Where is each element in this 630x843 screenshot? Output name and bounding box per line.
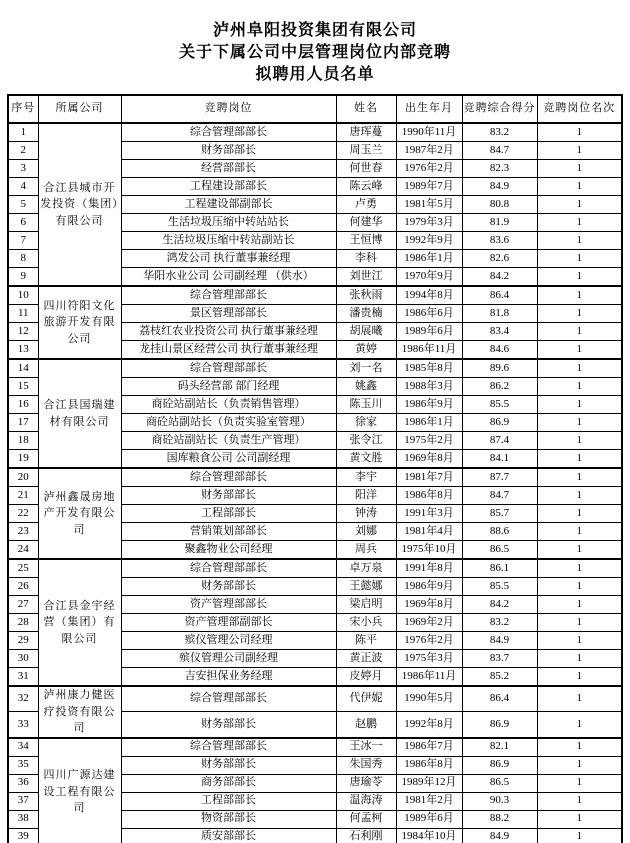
cell-person-name: 潘贵楠	[336, 305, 396, 323]
cell-position-rank: 1	[537, 396, 622, 414]
cell-position-rank: 1	[537, 359, 622, 378]
cell-birth-date: 1986年8月	[396, 756, 462, 774]
cell-position-title: 工程建设部部长	[121, 178, 336, 196]
cell-person-name: 刘一名	[336, 359, 396, 378]
cell-position-title: 综合管理部部长	[121, 468, 336, 487]
cell-composite-score: 86.2	[462, 378, 537, 396]
cell-row-number: 16	[8, 396, 38, 414]
cell-birth-date: 1986年7月	[396, 738, 462, 757]
cell-row-number: 32	[8, 686, 38, 712]
column-header-5: 竞聘综合得分	[462, 95, 537, 123]
cell-person-name: 何建华	[336, 214, 396, 232]
cell-row-number: 31	[8, 668, 38, 687]
cell-person-name: 唐珲蔓	[336, 123, 396, 142]
column-header-6: 竞聘岗位名次	[537, 95, 622, 123]
cell-row-number: 33	[8, 712, 38, 738]
cell-row-number: 1	[8, 123, 38, 142]
cell-birth-date: 1969年2月	[396, 614, 462, 632]
cell-position-rank: 1	[537, 487, 622, 505]
cell-person-name: 胡展曦	[336, 323, 396, 341]
cell-position-rank: 1	[537, 756, 622, 774]
column-header-3: 姓名	[336, 95, 396, 123]
cell-position-title: 龙挂山景区经营公司 执行董事兼经理	[121, 341, 336, 360]
table-row	[8, 738, 622, 757]
cell-position-rank: 1	[537, 686, 622, 712]
cell-birth-date: 1989年6月	[396, 323, 462, 341]
cell-position-title: 财务部部长	[121, 756, 336, 774]
cell-row-number: 20	[8, 468, 38, 487]
cell-position-title: 鸿发公司 执行董事兼经理	[121, 250, 336, 268]
cell-position-title: 殡仪管理公司副经理	[121, 650, 336, 668]
cell-position-rank: 1	[537, 305, 622, 323]
cell-person-name: 李科	[336, 250, 396, 268]
cell-person-name: 朱国秀	[336, 756, 396, 774]
cell-person-name: 陈平	[336, 632, 396, 650]
cell-birth-date: 1986年9月	[396, 396, 462, 414]
title-line-1: 泸州阜阳投资集团有限公司	[212, 22, 417, 39]
table-row	[8, 359, 622, 378]
cell-position-rank: 1	[537, 123, 622, 142]
cell-position-title: 经营部部长	[121, 160, 336, 178]
cell-position-title: 景区管理部部长	[121, 305, 336, 323]
cell-person-name: 姚鑫	[336, 378, 396, 396]
cell-person-name: 宋小兵	[336, 614, 396, 632]
cell-company-name: 合江县国瑞建材有限公司	[38, 359, 121, 468]
cell-person-name: 徐家	[336, 414, 396, 432]
cell-position-title: 综合管理部部长	[121, 286, 336, 305]
cell-composite-score: 86.5	[462, 774, 537, 792]
cell-composite-score: 84.9	[462, 828, 537, 843]
cell-position-rank: 1	[537, 668, 622, 687]
cell-person-name: 周兵	[336, 541, 396, 560]
cell-birth-date: 1994年8月	[396, 286, 462, 305]
cell-row-number: 2	[8, 142, 38, 160]
cell-composite-score: 85.2	[462, 668, 537, 687]
cell-row-number: 30	[8, 650, 38, 668]
cell-position-title: 工程部部长	[121, 505, 336, 523]
cell-row-number: 26	[8, 578, 38, 596]
cell-position-title: 码头经营部 部门经理	[121, 378, 336, 396]
cell-position-title: 吉安担保业务经理	[121, 668, 336, 687]
cell-birth-date: 1986年11月	[396, 668, 462, 687]
cell-position-rank: 1	[537, 160, 622, 178]
cell-person-name: 周玉兰	[336, 142, 396, 160]
column-header-2: 竞聘岗位	[121, 95, 336, 123]
cell-position-rank: 1	[537, 523, 622, 541]
cell-composite-score: 86.5	[462, 541, 537, 560]
cell-position-rank: 1	[537, 414, 622, 432]
cell-person-name: 王冰一	[336, 738, 396, 757]
cell-person-name: 黄正波	[336, 650, 396, 668]
cell-person-name: 卢勇	[336, 196, 396, 214]
cell-birth-date: 1975年10月	[396, 541, 462, 560]
cell-birth-date: 1975年2月	[396, 432, 462, 450]
cell-row-number: 29	[8, 632, 38, 650]
cell-birth-date: 1986年1月	[396, 414, 462, 432]
cell-position-title: 商砼站副站长（负责销售管理）	[121, 396, 336, 414]
cell-row-number: 17	[8, 414, 38, 432]
cell-composite-score: 86.4	[462, 686, 537, 712]
cell-position-title: 殡仪管理公司经理	[121, 632, 336, 650]
cell-birth-date: 1990年5月	[396, 686, 462, 712]
cell-row-number: 3	[8, 160, 38, 178]
cell-birth-date: 1981年5月	[396, 196, 462, 214]
cell-birth-date: 1989年12月	[396, 774, 462, 792]
cell-composite-score: 84.7	[462, 487, 537, 505]
cell-person-name: 陈玉川	[336, 396, 396, 414]
cell-company-name: 合江县城市开发投资（集团）有限公司	[38, 123, 121, 286]
cell-birth-date: 1990年11月	[396, 123, 462, 142]
cell-position-rank: 1	[537, 468, 622, 487]
cell-birth-date: 1986年9月	[396, 578, 462, 596]
cell-position-rank: 1	[537, 323, 622, 341]
cell-birth-date: 1981年7月	[396, 468, 462, 487]
cell-position-rank: 1	[537, 541, 622, 560]
cell-composite-score: 85.5	[462, 396, 537, 414]
cell-position-title: 综合管理部部长	[121, 123, 336, 142]
cell-company-name: 合江县金宇经营（集团）有限公司	[38, 559, 121, 686]
cell-row-number: 21	[8, 487, 38, 505]
cell-position-title: 生活垃圾压缩中转站站长	[121, 214, 336, 232]
cell-person-name: 赵鹏	[336, 712, 396, 738]
cell-birth-date: 1979年3月	[396, 214, 462, 232]
cell-position-rank: 1	[537, 378, 622, 396]
cell-birth-date: 1969年8月	[396, 450, 462, 469]
cell-birth-date: 1981年4月	[396, 523, 462, 541]
cell-position-rank: 1	[537, 250, 622, 268]
cell-position-rank: 1	[537, 214, 622, 232]
cell-position-title: 综合管理部部长	[121, 559, 336, 578]
cell-row-number: 38	[8, 810, 38, 828]
column-header-4: 出生年月	[396, 95, 462, 123]
cell-composite-score: 84.1	[462, 450, 537, 469]
cell-composite-score: 82.3	[462, 160, 537, 178]
cell-composite-score: 84.2	[462, 268, 537, 287]
cell-composite-score: 88.6	[462, 523, 537, 541]
cell-row-number: 15	[8, 378, 38, 396]
cell-birth-date: 1989年7月	[396, 178, 462, 196]
cell-person-name: 陈云峰	[336, 178, 396, 196]
cell-row-number: 23	[8, 523, 38, 541]
cell-position-title: 生活垃圾压缩中转站副站长	[121, 232, 336, 250]
table-row	[8, 559, 622, 578]
cell-position-rank: 1	[537, 810, 622, 828]
cell-birth-date: 1991年8月	[396, 559, 462, 578]
cell-birth-date: 1989年6月	[396, 810, 462, 828]
cell-birth-date: 1976年2月	[396, 632, 462, 650]
cell-position-rank: 1	[537, 142, 622, 160]
cell-birth-date: 1976年2月	[396, 160, 462, 178]
cell-position-rank: 1	[537, 792, 622, 810]
cell-company-name: 泸州鑫晟房地产开发有限公司	[38, 468, 121, 559]
cell-position-title: 营销策划部部长	[121, 523, 336, 541]
title-line-3: 拟聘用人员名单	[255, 66, 375, 83]
cell-position-title: 资产管理部副部长	[121, 614, 336, 632]
cell-position-title: 财务部部长	[121, 578, 336, 596]
cell-row-number: 4	[8, 178, 38, 196]
cell-composite-score: 86.4	[462, 286, 537, 305]
title-line-2: 关于下属公司中层管理岗位内部竞聘	[178, 44, 451, 61]
cell-row-number: 10	[8, 286, 38, 305]
cell-composite-score: 81.8	[462, 305, 537, 323]
cell-composite-score: 84.7	[462, 142, 537, 160]
cell-person-name: 张令江	[336, 432, 396, 450]
cell-row-number: 25	[8, 559, 38, 578]
cell-composite-score: 84.9	[462, 632, 537, 650]
cell-row-number: 36	[8, 774, 38, 792]
cell-row-number: 8	[8, 250, 38, 268]
cell-row-number: 18	[8, 432, 38, 450]
cell-composite-score: 84.2	[462, 596, 537, 614]
cell-person-name: 黄婷	[336, 341, 396, 360]
cell-position-title: 资产管理部部长	[121, 596, 336, 614]
cell-position-rank: 1	[537, 578, 622, 596]
cell-row-number: 37	[8, 792, 38, 810]
cell-position-title: 物资部部长	[121, 810, 336, 828]
cell-birth-date: 1988年3月	[396, 378, 462, 396]
cell-position-rank: 1	[537, 178, 622, 196]
cell-composite-score: 89.6	[462, 359, 537, 378]
cell-birth-date: 1987年2月	[396, 142, 462, 160]
cell-position-title: 工程部部长	[121, 792, 336, 810]
cell-company-name: 四川符阳文化旅游开发有限公司	[38, 286, 121, 359]
cell-person-name: 刘娜	[336, 523, 396, 541]
cell-position-rank: 1	[537, 614, 622, 632]
cell-composite-score: 86.9	[462, 712, 537, 738]
cell-position-rank: 1	[537, 559, 622, 578]
cell-row-number: 39	[8, 828, 38, 843]
cell-person-name: 唐瑜苓	[336, 774, 396, 792]
table-row	[8, 123, 622, 142]
cell-position-title: 商务部部长	[121, 774, 336, 792]
cell-row-number: 35	[8, 756, 38, 774]
table-body	[8, 123, 622, 843]
cell-position-title: 国库粮食公司 公司副经理	[121, 450, 336, 469]
cell-company-name: 泸州康力健医疗投资有限公司	[38, 686, 121, 738]
cell-composite-score: 86.1	[462, 559, 537, 578]
cell-position-title: 财务部部长	[121, 142, 336, 160]
table-row	[8, 686, 622, 712]
column-header-0: 序号	[8, 95, 38, 123]
cell-person-name: 何孟柯	[336, 810, 396, 828]
cell-composite-score: 86.9	[462, 756, 537, 774]
cell-composite-score: 85.5	[462, 578, 537, 596]
cell-composite-score: 80.8	[462, 196, 537, 214]
cell-composite-score: 87.4	[462, 432, 537, 450]
cell-row-number: 27	[8, 596, 38, 614]
cell-row-number: 13	[8, 341, 38, 360]
cell-person-name: 李宇	[336, 468, 396, 487]
cell-person-name: 王懿娜	[336, 578, 396, 596]
cell-birth-date: 1984年10月	[396, 828, 462, 843]
cell-birth-date: 1970年9月	[396, 268, 462, 287]
cell-composite-score: 84.9	[462, 178, 537, 196]
cell-person-name: 刘世江	[336, 268, 396, 287]
cell-row-number: 6	[8, 214, 38, 232]
cell-birth-date: 1975年3月	[396, 650, 462, 668]
cell-row-number: 28	[8, 614, 38, 632]
cell-composite-score: 90.3	[462, 792, 537, 810]
cell-person-name: 温海涛	[336, 792, 396, 810]
cell-composite-score: 85.7	[462, 505, 537, 523]
cell-position-rank: 1	[537, 738, 622, 757]
cell-person-name: 黄文胜	[336, 450, 396, 469]
cell-person-name: 石利刚	[336, 828, 396, 843]
cell-position-title: 综合管理部部长	[121, 359, 336, 378]
cell-position-title: 聚鑫物业公司经理	[121, 541, 336, 560]
cell-position-rank: 1	[537, 341, 622, 360]
cell-position-title: 工程建设部副部长	[121, 196, 336, 214]
cell-row-number: 34	[8, 738, 38, 757]
cell-position-rank: 1	[537, 632, 622, 650]
cell-composite-score: 84.6	[462, 341, 537, 360]
cell-position-title: 综合管理部部长	[121, 686, 336, 712]
cell-birth-date: 1986年11月	[396, 341, 462, 360]
cell-row-number: 11	[8, 305, 38, 323]
cell-row-number: 19	[8, 450, 38, 469]
cell-composite-score: 83.2	[462, 123, 537, 142]
cell-position-rank: 1	[537, 774, 622, 792]
cell-birth-date: 1992年8月	[396, 712, 462, 738]
cell-row-number: 7	[8, 232, 38, 250]
cell-birth-date: 1969年8月	[396, 596, 462, 614]
cell-composite-score: 82.1	[462, 738, 537, 757]
cell-person-name: 钟涛	[336, 505, 396, 523]
cell-person-name: 皮婷月	[336, 668, 396, 687]
cell-composite-score: 86.9	[462, 414, 537, 432]
cell-position-title: 商砼站副站长（负责实验室管理）	[121, 414, 336, 432]
cell-row-number: 24	[8, 541, 38, 560]
cell-person-name: 阳洋	[336, 487, 396, 505]
cell-composite-score: 88.2	[462, 810, 537, 828]
cell-position-rank: 1	[537, 232, 622, 250]
cell-person-name: 王恒博	[336, 232, 396, 250]
cell-position-title: 财务部部长	[121, 487, 336, 505]
column-header-1: 所属公司	[38, 95, 121, 123]
cell-composite-score: 82.6	[462, 250, 537, 268]
cell-composite-score: 83.7	[462, 650, 537, 668]
cell-position-title: 质安部部长	[121, 828, 336, 843]
personnel-table	[7, 94, 623, 843]
cell-birth-date: 1986年8月	[396, 487, 462, 505]
cell-birth-date: 1991年3月	[396, 505, 462, 523]
cell-position-rank: 1	[537, 196, 622, 214]
cell-position-rank: 1	[537, 432, 622, 450]
cell-row-number: 12	[8, 323, 38, 341]
cell-row-number: 14	[8, 359, 38, 378]
cell-composite-score: 83.6	[462, 232, 537, 250]
cell-row-number: 9	[8, 268, 38, 287]
cell-position-rank: 1	[537, 450, 622, 469]
cell-position-rank: 1	[537, 596, 622, 614]
cell-position-rank: 1	[537, 286, 622, 305]
table-row	[8, 286, 622, 305]
cell-position-rank: 1	[537, 268, 622, 287]
cell-position-rank: 1	[537, 505, 622, 523]
cell-position-title: 商砼站副站长（负责生产管理）	[121, 432, 336, 450]
cell-position-rank: 1	[537, 712, 622, 738]
cell-position-title: 荔枝红农业投资公司 执行董事兼经理	[121, 323, 336, 341]
cell-birth-date: 1986年6月	[396, 305, 462, 323]
cell-position-title: 华阳水业公司 公司副经理 （供水）	[121, 268, 336, 287]
cell-position-rank: 1	[537, 828, 622, 843]
cell-birth-date: 1992年9月	[396, 232, 462, 250]
cell-birth-date: 1986年1月	[396, 250, 462, 268]
cell-person-name: 张秋雨	[336, 286, 396, 305]
cell-birth-date: 1981年2月	[396, 792, 462, 810]
cell-composite-score: 87.7	[462, 468, 537, 487]
cell-person-name: 梁启明	[336, 596, 396, 614]
cell-person-name: 卓万泉	[336, 559, 396, 578]
cell-composite-score: 81.9	[462, 214, 537, 232]
cell-composite-score: 83.4	[462, 323, 537, 341]
cell-company-name: 四川广源达建设工程有限公司	[38, 738, 121, 843]
cell-position-rank: 1	[537, 650, 622, 668]
cell-position-title: 财务部部长	[121, 712, 336, 738]
cell-person-name: 代伊妮	[336, 686, 396, 712]
cell-position-title: 综合管理部部长	[121, 738, 336, 757]
table-header-row	[8, 95, 622, 123]
table-row	[8, 468, 622, 487]
cell-person-name: 何世春	[336, 160, 396, 178]
cell-birth-date: 1985年8月	[396, 359, 462, 378]
cell-row-number: 5	[8, 196, 38, 214]
document-title	[0, 20, 630, 86]
cell-row-number: 22	[8, 505, 38, 523]
cell-composite-score: 83.2	[462, 614, 537, 632]
